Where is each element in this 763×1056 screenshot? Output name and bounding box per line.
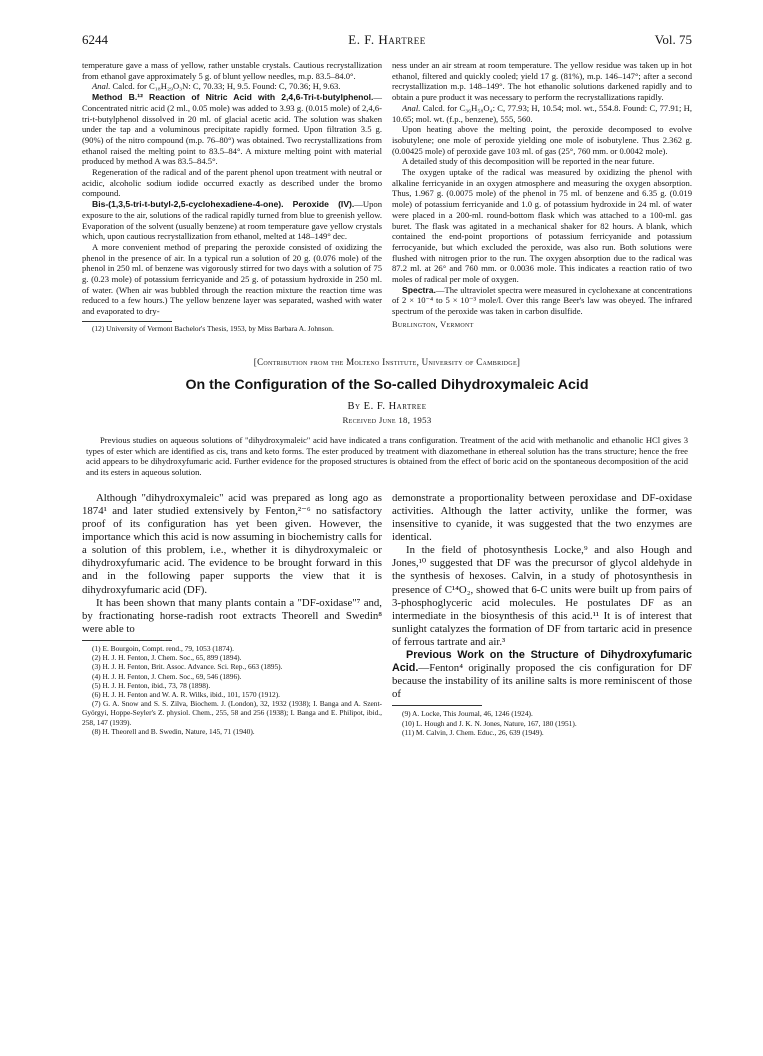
volume-label: Vol. 75 — [654, 32, 692, 47]
analysis-label: Anal. — [92, 81, 111, 92]
paragraph: temperature gave a mass of yellow, rather unstable crystals. Cautious recrystallization from ethanol gave approximately 5 g. of blunt yellow needles, m.p. 83.5–84.0°. — [82, 60, 382, 81]
footnote: (6) H. J. H. Fenton and W. A. R. Wilks, ibid., 101, 1570 (1912). — [92, 689, 281, 699]
footnote: (3) H. J. H. Fenton, Brit. Assoc. Advance. Sci. Rep., 663 (1895). — [92, 662, 283, 672]
paragraph: Upon heating above the melting point, the peroxide decomposed to evolve isobutylene; one mole of peroxide yielding one mole of isobutylene. Thus 2.362 g. (0.00425 mole) of peroxide gave 103 ml. of gas (25°, 760 mm. or 0.0042 mole). — [392, 124, 692, 156]
footnote: (1) E. Bourgoin, Compt. rend., 79, 1053 (1874). — [92, 643, 234, 653]
received-date: Received June 18, 1953 — [342, 415, 432, 426]
method-b-heading: Method B.¹² Reaction of Nitric Acid with 2,4,6-Tri-t-butylphenol. — [92, 92, 374, 103]
paragraph: A detailed study of this decomposition will be reported in the near future. — [402, 156, 655, 167]
footnote-rule — [392, 705, 482, 706]
analysis-paragraph — [82, 81, 382, 92]
footnote: (7) G. A. Snow and S. S. Zilva, Biochem. J. (London), 32, 1932 (1938); I. Banga and A. Szent-Györgyi, Hoppe-Seyler's Z. physiol. Chem., 255, 58 and 256 (1938); I. Banga and E. Philipot, ibid., 258, 147 (1939). — [82, 699, 382, 727]
footnote: (2) H. J. H. Fenton, J. Chem. Soc., 65, 899 (1894). — [92, 653, 242, 663]
peroxide-heading: Bis-(1,3,5-tri-t-butyl-2,5-cyclohexadiene-4-one). Peroxide (IV). — [92, 199, 355, 210]
footnote: (5) H. J. H. Fenton, ibid., 73, 78 (1898). — [92, 680, 211, 690]
running-header — [82, 32, 692, 50]
journal-page — [82, 32, 692, 737]
peroxide-paragraph — [82, 199, 382, 242]
paragraph: demonstrate a proportionality between peroxidase and DF-oxidase activities. Although the latter activity, unlike the former, was insensitive to cyanide, it was suggested that the two enzymes are identical. — [392, 491, 692, 544]
footnote: (10) L. Hough and J. K. N. Jones, Nature, 167, 180 (1951). — [402, 718, 577, 728]
experimental-section — [82, 60, 692, 333]
analysis-text: Calcd. for C₃₆H₅₈O₄: C, 77.93; H, 10.54; mol. wt., 554.8. Found: C, 77.91; H, 10.65; mol. wt. (f.p., benzene), 555, 560. — [392, 102, 692, 124]
footnote: (4) H. J. H. Fenton, J. Chem. Soc., 69, 546 (1896). — [92, 671, 242, 681]
previous-work-paragraph — [392, 649, 692, 701]
experimental-right-column — [392, 60, 692, 333]
peroxide-text: —Upon exposure to the air, solutions of the radical rapidly turned from blue to greenish yellow. Evaporation of the solvent (usually benzene) at room temperature gave yellow crystals which, upon cautious recrystallization from ethanol, melted at 148–149° dec. — [82, 199, 382, 242]
footnote: (12) University of Vermont Bachelor's Thesis, 1953, by Miss Barbara A. Johnson. — [92, 323, 334, 333]
previous-work-heading: Previous Work on the Structure of Dihydroxyfumaric Acid. — [392, 649, 692, 675]
article-byline: By E. F. Hartree — [347, 401, 427, 413]
paragraph: In the field of photosynthesis Locke,⁹ and also Hough and Jones,¹⁰ suggested that DF was the precursor of glycol aldehyde in the synthesis of hexoses. Calvin, in a study of photosynthesis in presence of C¹⁴O₂, showed that 6-C units were built up from pairs of 3-phosphoglyceric acid molecules. He postulates DF as an intermediate in the biosynthesis of this acid.¹¹ It is of interest that sunlight catalyzes the formation of DF from tartaric acid in presence of ferrous tartrate and air.³ — [392, 544, 692, 648]
author-location: Burlington, Vermont — [392, 319, 474, 329]
article-title: On the Configuration of the So-called Dihydroxymaleic Acid — [185, 377, 589, 394]
footnote-rule — [82, 321, 172, 322]
abstract: Previous studies on aqueous solutions of "dihydroxymaleic" acid have indicated a trans configuration. Treatment of the acid with methanolic and ethanolic HCl gives 3 types of ester which are identified as cis, trans and keto forms. The ester produced by treatment with diazomethane in ethereal solution has the trans structure; hence the free acid appears to be dihydroxyfumaric acid. Further evidence for the proposed structures is obtained from the effect of boric acid on the spontaneous decomposition of the acid and its esters in aqueous solution. — [86, 435, 688, 478]
footnote: (8) H. Theorell and B. Swedin, Nature, 145, 71 (1940). — [92, 726, 255, 736]
analysis-text: Calcd. for C₁₈H₂₉O₃N: C, 70.33; H, 9.5. Found: C, 70.36; H, 9.63. — [110, 81, 341, 92]
footnote: (9) A. Locke, This Journal, 46, 1246 (1924). — [402, 709, 533, 719]
footnotes — [82, 644, 382, 736]
paragraph: It has been shown that many plants contain a "DF-oxidase"⁷ and, by fractionating horse-radish root extracts Theorell and Swedin⁸ were able to — [82, 596, 382, 635]
experimental-left-column — [82, 60, 382, 333]
running-author: E. F. Hartree — [348, 32, 426, 47]
previous-work-text: —Fenton⁴ originally proposed the cis configuration for DF because the instability of its aniline salts is more reminiscent of those of — [392, 662, 692, 701]
spectra-paragraph — [392, 285, 692, 317]
body-right-column — [392, 492, 692, 737]
contribution-line: [Contribution from the Molteno Institute, University of Cambridge] — [253, 357, 521, 368]
analysis-paragraph — [392, 103, 692, 124]
spectra-text: —The ultraviolet spectra were measured in cyclohexane at concentrations of 2 × 10⁻⁴ to 5 × 10⁻³ mole/l. Over this range Beer's law was obeyed. The infrared spectrum of the peroxide was taken in carbon disulfide. — [392, 284, 692, 317]
paragraph: Although "dihydroxymaleic" acid was prepared as long ago as 1874¹ and later studied extensively by Fenton,²⁻⁶ no satisfactory proof of its configuration has yet been given. However, the importance which this acid is now assuming in biochemistry calls for a solution of this problem, i.e., whether it is dihydroxymaleic or dihydroxyfumaric acid. The evidence to be brought forward in this and in the following paper supports the view that it is dihydroxyfumaric acid (DF). — [82, 491, 382, 596]
analysis-label: Anal. — [402, 102, 421, 113]
body-left-column — [82, 492, 382, 737]
footnote: (11) M. Calvin, J. Chem. Educ., 26, 639 (1949). — [402, 727, 544, 737]
spectra-heading: Spectra. — [402, 284, 436, 295]
article-body — [82, 492, 692, 737]
page-number: 6244 — [82, 32, 108, 47]
paragraph: Regeneration of the radical and of the parent phenol upon treatment with neutral or acidic, alcoholic sodium iodide occurred exactly as described under the bromo compound. — [82, 167, 382, 199]
method-b-text: —Concentrated nitric acid (2 ml., 0.05 mole) was added to 3.93 g. (0.015 mole) of 2,4,6-tri-t-butylphenol dissolved in 20 ml. of glacial acetic acid. The solution was shaken under the tap and a voluminous precipitate rapidly formed. Upon filtration 3.5 g. (90%) of the nitro compound (m.p. 76–80°) was obtained. Two recrystallizations from ethanol raised the melting point to 83.5–84°. A mixture melting point with material produced by method A was 83.5–84.5°. — [82, 92, 382, 167]
paragraph: The oxygen uptake of the radical was measured by oxidizing the phenol with alkaline ferricyanide in an oxygen atmosphere and measuring the oxygen absorption. Thus, 1.967 g. (0.0075 mole) of the phenol in 75 ml. of benzene and 6.35 g. (0.019 mole) of potassium ferricyanide and 1.0 g. of potassium hydroxide in 24 ml. of water were placed in a 200-ml. round-bottom flask which was attached to a 100-ml. gas buret. The flask was agitated in a mechanical shaker for 82 hours. A blank, which contained the end-point proportions of potassium ferricyanide and potassium ferrocyanide, but which excluded the peroxide, was also run. Both solutions were flushed with nitrogen prior to the run. The oxygen absorption due to the radical was 87.2 ml. at 26° and 760 mm. or 0.0036 mole. This indicates a reaction ratio of two moles of radical per mole of oxygen. — [392, 167, 692, 285]
method-b-paragraph — [82, 92, 382, 167]
paragraph: A more convenient method of preparing the peroxide consisted of oxidizing the phenol in the presence of air. In a typical run a solution of 20 g. (0.076 mole) of the phenol in 250 ml. of benzene was vigorously stirred for two days with a solution of 75 g. (0.23 mole) of potassium ferricyanide and 25 g. of potassium hydroxide in 250 ml. of water. (When air was bubbled through the reaction mixture the reaction time was reduced to a few hours.) The yellow benzene layer was separated, washed with water and evaporated to dry- — [82, 241, 382, 317]
footnote-rule — [82, 640, 172, 641]
footnotes — [392, 709, 692, 737]
paragraph: ness under an air stream at room temperature. The yellow residue was taken up in hot ethanol, filtered and quickly cooled; yield 17 g. (81%), m.p. 146–147°; after a second recrystallization m.p. 148–149°. The hot ethanolic solutions darkened rapidly and to obtain a pure product it was necessary to perform the recrystallizations rapidly. — [392, 60, 692, 103]
